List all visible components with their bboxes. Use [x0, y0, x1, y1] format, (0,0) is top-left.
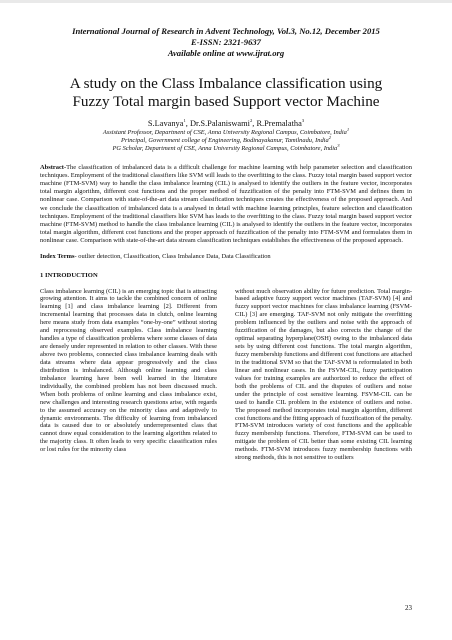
- paper-page: [40, 26, 412, 462]
- paper-title-line-1: A study on the Class Imbalance classification using: [69, 74, 383, 92]
- index-terms-label: Index Terms: [40, 253, 75, 261]
- author-name: R.Premalatha: [256, 118, 302, 128]
- affiliation-line: [40, 126, 412, 137]
- author-name: Dr.S.Palaniswami: [189, 118, 250, 128]
- abstract: [40, 164, 412, 246]
- abstract-label: Abstract-: [40, 163, 67, 171]
- paper-title-line-2: Fuzzy Total margin based Support vector Machine: [72, 93, 380, 111]
- top-rule: [0, 0, 452, 3]
- left-column: Class imbalance learning (CIL) is an emerging topic that is attracting growing attention. It aims to tackle the combined concern of online learning [1] and class imbalance learning [2]. Different from incremental learning that processes data in clutch, online learning here means study from data examples “one-by-one” without storing and reprocessing observed examples. Class imbalance learning handles a type of classification problems where some classes of data are densely under represented in relation to other classes. With these above two problems, connected class imbalance learning deals with data streams where data appear progressively and the class distribution is imbalanced. Although online learning and class imbalance learning have been well learned in the literature individually, the combined problem has not been discussed much. When both problems of online learning and class imbalance exist, new challenges and interesting research questions arise, with regards to the assumed accuracy on the minority class and adaptively to dynamic environments. The difficulty of learning from imbalanced data is caused due to or absolutely underrepresented class that cannot draw equal consideration to the learning algorithm related to the majority class. It often leads to very specific classification rules or lost rules for the minority class: [40, 287, 217, 454]
- affiliation-text: Assistant Professor, Department of CSE, Anna University Regional Campus, Coimbatore, India: [102, 128, 347, 136]
- page-number: 23: [405, 604, 412, 612]
- affiliation-line: [40, 145, 412, 153]
- section-heading: 1 INTRODUCTION: [40, 271, 98, 279]
- affiliations: [40, 126, 412, 154]
- right-column: without much observation ability for future prediction. Total margin-based adaptive fuzzy support vector machines (TAF-SVM) [4] and fuzzy support vector machines for class imbalance learning (FSVM-CIL) [3] are emerging. TAF-SVM not only mitigate the overfitting problem influenced by the outliers and noise with the approach of fuzzification of the damages, but also corrects the change of the optimal separating hyperplane(OSH) owing to the imbalanced data sets by using different cost functions. The total margin algorithm, fuzzy membership functions and different cost functions are attached in the traditional SVM so that the TAF-SVM is reformulated in both linear and nonlinear cases. In the FSVM-CIL, fuzzy participation values for training examples are authorized to reduce the effect of both the problems of CIL and the disputes of outliers and noise under the principle of cost sensitive learning. FSVM-CIL can be used to handle CIL problem in the existence of outliers and noise. The proposed method incorporates total margin algorithm, different cost functions and the fitting approach of fuzzification of the penalty. FTM-SVM introduces variety of cost functions and the applicable fuzzy membership functions. Therefore, FTM-SVM can be used to mitigate the problem of CIL better than some existing CIL learning methods. FTM-SVM introduces fuzzy membership functions with strong methods, this is not sensitive to outliers: [235, 287, 412, 462]
- author-mark: 2: [249, 117, 253, 123]
- affiliation-mark: 2: [328, 134, 331, 140]
- author-mark: 3: [301, 117, 305, 123]
- affiliation-text: PG Scholar, Department of CSE, Anna University Regional Campus, Coimbatore, India: [112, 145, 338, 153]
- author-mark: 1: [183, 117, 186, 123]
- journal-issn: E-ISSN: 2321-9637: [191, 37, 261, 48]
- body-columns: [40, 288, 412, 463]
- author-name: S.Lavanya: [147, 118, 184, 128]
- author-separator: ,: [252, 118, 257, 128]
- abstract-body: The classification of imbalanced data is a difficult challenge for machine learning with help parameter selection and classification techniques. Employment of the traditional classifiers like SVM will leads to the overfitting to the class. Fuzzy total margin based support vector machine (FTM-SVM) way to handle the class imbalance learning (CIL) is analysed to identify the outliers in the feature vector, incorporates total margin algorithm, different cost functions and the proper method of fuzzification of the penalty into FTM-SVM and defines them in nonlinear case. Comparison with state-of-the-art data stream classification techniques creates the effectiveness of the proposed approach. And we conclude the classification of imbalanced data is a analysed in detail with machine learning principles, feature selection and classification techniques. Employment of the traditional classifiers like SVM has leads to the overfitting to the class. Fuzzy total margin based support vector machine (FTM-SVM) method to handle the class imbalance learning (CIL) is analysed to identify the outliers in the feature vector, incorporates total margin algorithm, different cost functions and the proper approach of fuzzification of the penalty into FTM-SVM and formulates them in nonlinear case. Comparison with state-of-the-art data stream classification techniques establishes the effectiveness of the proposed approach.: [40, 163, 412, 245]
- index-terms: [40, 253, 412, 261]
- affiliation-mark: 1: [346, 126, 350, 132]
- journal-name: International Journal of Research in Advent Technology, Vol.3, No.12, December 2015: [72, 26, 380, 36]
- paper-title: [40, 75, 412, 112]
- journal-header: [40, 26, 412, 60]
- journal-url: Available online at www.ijrat.org: [167, 48, 285, 59]
- affiliation-text: Principal, Government college of Engineering, Bodinayakanur, Tamilnadu, India: [121, 137, 329, 145]
- affiliation-mark: 3: [337, 143, 340, 149]
- index-terms-body: - outlier detection, Classification, Class Imbalance Data, Data Classification: [74, 253, 271, 261]
- author-separator: ,: [185, 118, 190, 128]
